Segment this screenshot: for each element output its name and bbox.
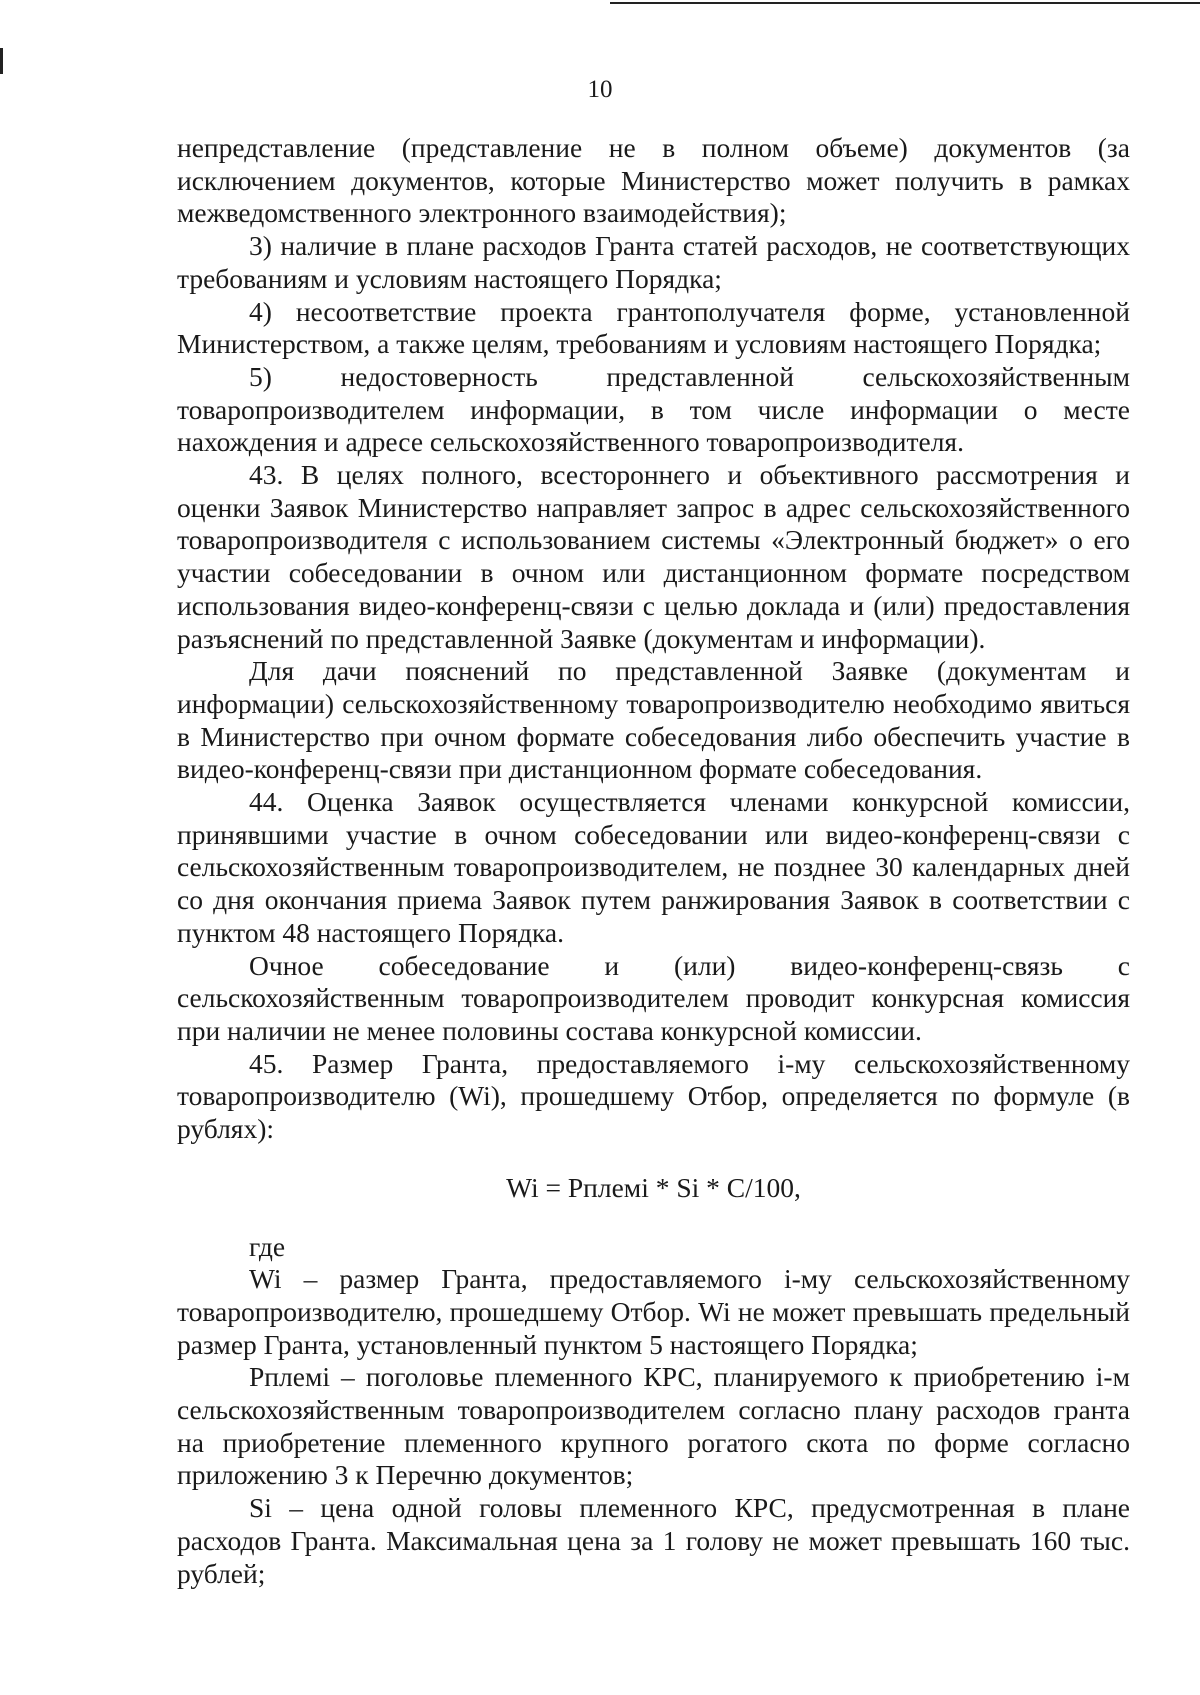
paragraph-44: 44. Оценка Заявок осуществляется членами конкурсной комиссии, принявшими участие в очном собеседовании или видео-конференц-связи с сельскохозяйственным товаропроизводителем, не позднее 30 календарных дней со дня окончания приема Заявок путем ранжирования Заявок в соответствии с пунктом 48 настоящего Порядка. bbox=[177, 786, 1130, 948]
paragraph-item-5: 5) недостоверность представленной сельскохозяйственным товаропроизводителем информации, в том числе информации о месте нахождения и адресе сельскохозяйственного товаропроизводителя. bbox=[177, 360, 1130, 458]
definition-wi: Wi – размер Гранта, предоставляемого i-му сельскохозяйственному товаропроизводителю, прошедшему Отбор. Wi не может превышать предельный размер Гранта, установленный пунктом 5 настоящего Порядка; bbox=[177, 1263, 1130, 1360]
paragraph-item-4: 4) несоответствие проекта грантополучателя форме, установленной Министерством, а также целям, требованиям и условиям настоящего Порядка; bbox=[177, 295, 1130, 360]
definition-si: Si – цена одной головы племенного КРС, предусмотренная в плане расходов Гранта. Максимальная цена за 1 голову не может превышать 160 тыс. рублей; bbox=[177, 1492, 1130, 1589]
scan-edge-mark bbox=[0, 48, 3, 74]
definition-rplemi: Рплемi – поголовье племенного КРС, планируемого к приобретению i-м сельскохозяйственным товаропроизводителем согласно плану расходов гранта на приобретение племенного крупного рогатого скота по форме согласно приложению 3 к Перечню документов; bbox=[177, 1361, 1130, 1491]
paragraph-44-interview: Очное собеседование и (или) видео-конференц-связь с сельскохозяйственным товаропроизводителем проводит конкурсная комиссия при наличии не менее половины состава конкурсной комиссии. bbox=[177, 949, 1130, 1046]
scan-border-line bbox=[610, 2, 1200, 4]
document-body bbox=[177, 132, 1130, 1590]
paragraph-item-3: 3) наличие в плане расходов Гранта статей расходов, не соответствующих требованиям и условиям настоящего Порядка; bbox=[177, 230, 1130, 294]
paragraph-45: 45. Размер Гранта, предоставляемого i-му сельскохозяйственному товаропроизводителю (Wi), прошедшему Отбор, определяется по формуле (в рублях): bbox=[177, 1047, 1130, 1145]
page-number: 10 bbox=[587, 76, 613, 103]
paragraph-continuation: непредставление (представление не в полном объеме) документов (за исключением документов, которые Министерство может получить в рамках межведомственного электронного взаимодействия); bbox=[177, 132, 1130, 229]
paragraph-where: где bbox=[249, 1230, 286, 1262]
paragraph-43: 43. В целях полного, всестороннего и объективного рассмотрения и оценки Заявок Министерство направляет запрос в адрес сельскохозяйственного товаропроизводителя с использованием системы «Электронный бюджет» о его участии собеседовании в очном или дистанционном формате посредством использования видео-конференц-связи с целью доклада и (или) предоставления разъяснений по представленной Заявке (документам и информации). bbox=[177, 459, 1130, 654]
grant-formula: Wi = Рплемi * Si * С/100, bbox=[506, 1171, 801, 1203]
paragraph-43-explanations: Для дачи пояснений по представленной Заявке (документам и информации) сельскохозяйственному товаропроизводителю необходимо явиться в Министерство при очном формате собеседования либо обеспечить участие в видео-конференц-связи при дистанционном формате собеседования. bbox=[177, 655, 1130, 785]
